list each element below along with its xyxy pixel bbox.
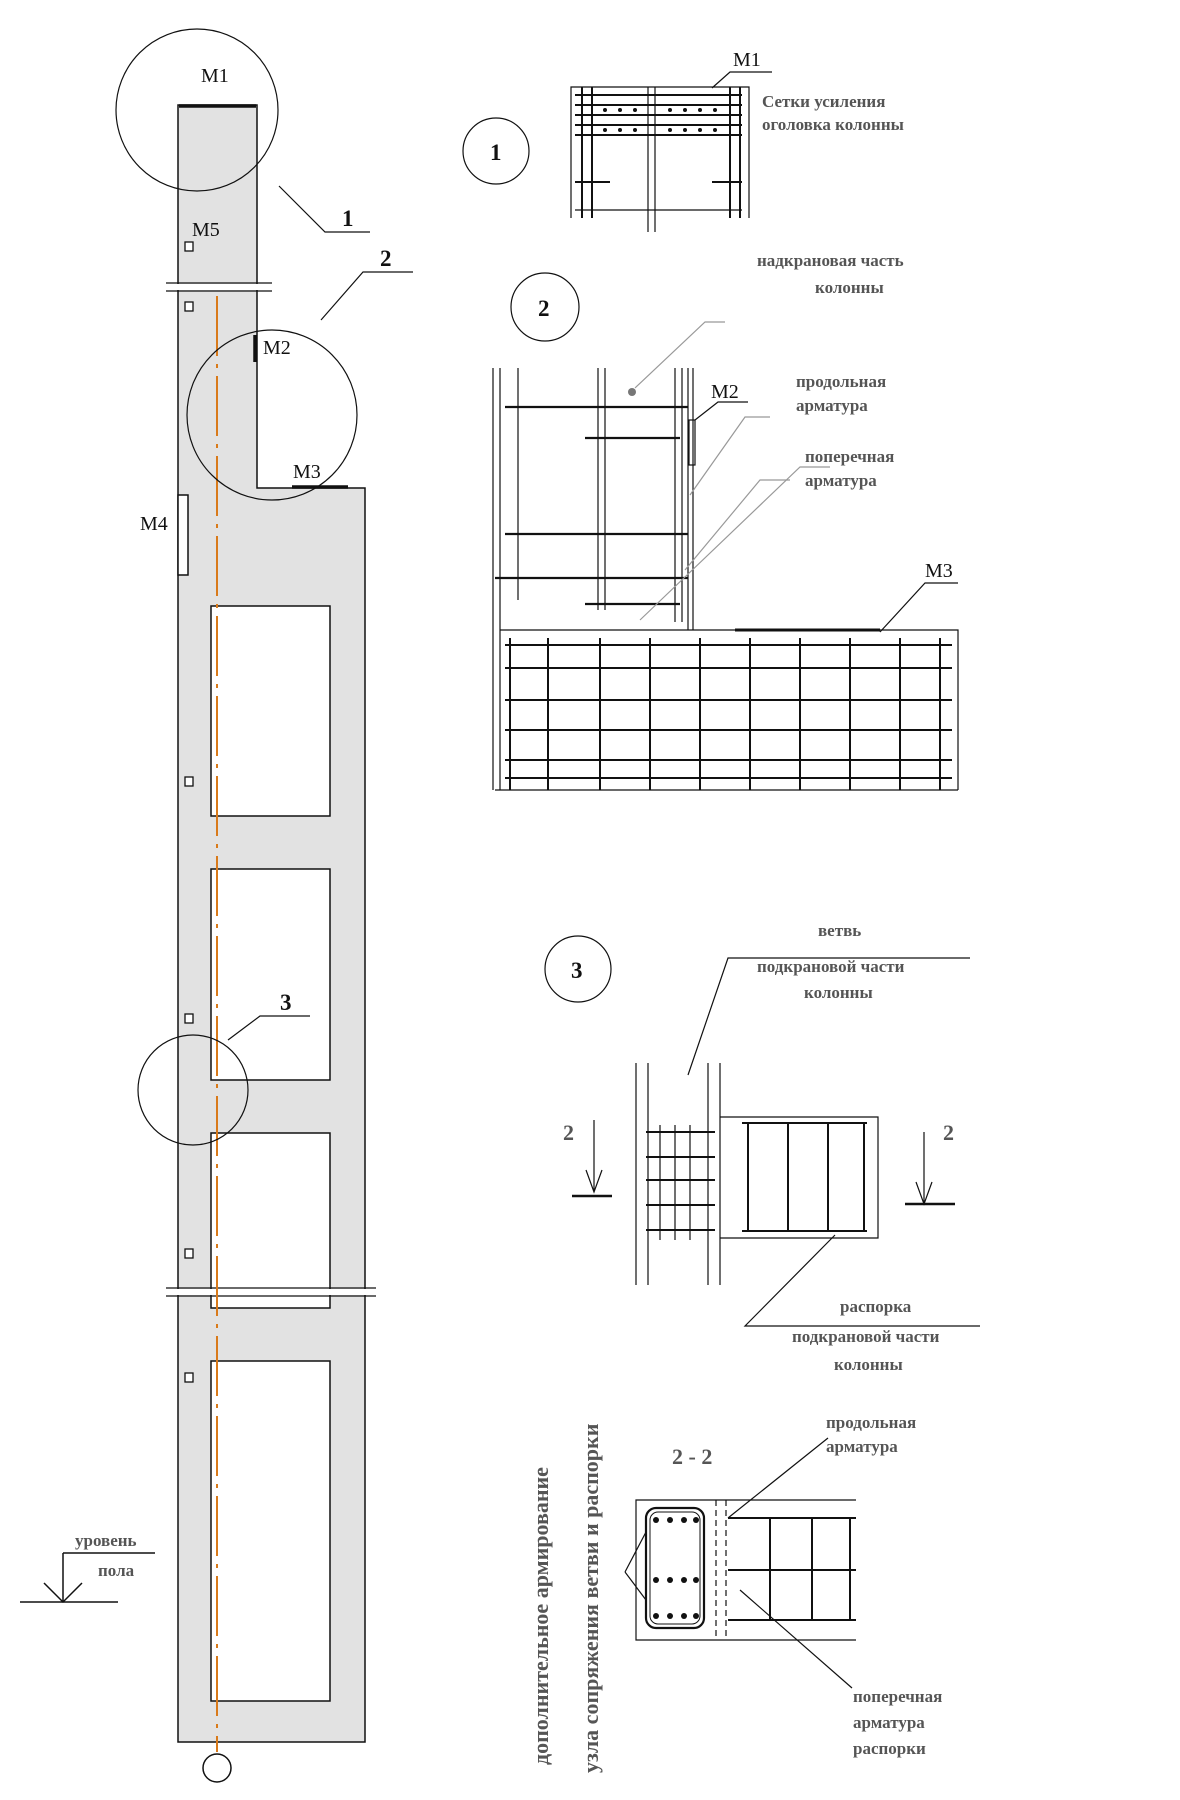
detail-2-dot <box>628 388 636 396</box>
detail-2-longitudinal-line1: продольная <box>796 372 887 391</box>
opening-1 <box>211 606 330 816</box>
detail-3 <box>545 936 980 1326</box>
detail-2-longitudinal-line2: арматура <box>796 396 868 415</box>
section-2-2 <box>625 1438 856 1688</box>
detail-2-mark-m2: М2 <box>711 381 739 403</box>
callout-label-2: 2 <box>380 246 392 271</box>
label-m2: М2 <box>263 337 291 359</box>
detail-1-caption-line2: оголовка колонны <box>762 115 904 134</box>
label-m1: М1 <box>201 65 229 87</box>
label-m5: М5 <box>192 219 220 241</box>
detail-2-mark-m3: М3 <box>925 560 953 582</box>
detail-2-transverse-line2: арматура <box>805 471 877 490</box>
floor-level-line2: пола <box>98 1561 135 1580</box>
detail-3-branch-line3: колонны <box>804 983 873 1002</box>
vertical-caption-line2: узла сопряжения ветви и распорки <box>578 1423 603 1773</box>
detail-3-section-mark-left: 2 <box>563 1120 574 1145</box>
detail-3-strut-line1: распорка <box>840 1297 912 1316</box>
section-2-2-longitudinal-line2: арматура <box>826 1437 898 1456</box>
detail-2-upper-line2: колонны <box>815 278 884 297</box>
label-m3: М3 <box>293 461 321 483</box>
detail-3-strut-line2: подкрановой части <box>792 1327 940 1346</box>
detail-1-caption-line1: Сетки усиления <box>762 92 886 111</box>
label-m4: М4 <box>140 513 168 535</box>
section-2-2-bars <box>653 1517 699 1619</box>
floor-level-symbol <box>20 1553 155 1602</box>
section-2-2-transverse-line1: поперечная <box>853 1687 943 1706</box>
section-2-2-transverse-line3: распорки <box>853 1739 926 1758</box>
detail-2-number: 2 <box>538 296 550 321</box>
column-elevation <box>20 29 413 1782</box>
plate-m4 <box>178 495 188 575</box>
detail-2 <box>493 273 958 790</box>
callout-label-3: 3 <box>280 990 292 1015</box>
detail-3-branch-line2: подкрановой части <box>757 957 905 976</box>
leader-1 <box>279 186 370 232</box>
break-line-lower <box>166 1288 376 1296</box>
section-2-2-title: 2 - 2 <box>672 1444 713 1469</box>
axis-bubble <box>203 1754 231 1782</box>
break-line-upper <box>166 283 272 291</box>
leader-2 <box>321 272 413 320</box>
detail-1-number: 1 <box>490 140 502 165</box>
callout-label-1: 1 <box>342 206 354 231</box>
vertical-caption <box>528 1423 603 1773</box>
detail-3-strut-line3: колонны <box>834 1355 903 1374</box>
floor-level-line1: уровень <box>75 1531 137 1550</box>
detail-3-section-mark-right: 2 <box>943 1120 954 1145</box>
detail-1 <box>463 72 772 232</box>
detail-2-upper-line1: надкрановая часть <box>757 251 904 270</box>
opening-4 <box>211 1361 330 1701</box>
vertical-caption-line1: дополнительное армирование <box>528 1467 553 1765</box>
section-2-2-longitudinal-line1: продольная <box>826 1413 917 1432</box>
opening-3 <box>211 1133 330 1308</box>
detail-2-transverse-line1: поперечная <box>805 447 895 466</box>
detail-3-number: 3 <box>571 958 583 983</box>
detail-1-mark: М1 <box>733 49 761 71</box>
detail-3-branch-line1: ветвь <box>818 921 862 940</box>
section-2-2-transverse-line2: арматура <box>853 1713 925 1732</box>
